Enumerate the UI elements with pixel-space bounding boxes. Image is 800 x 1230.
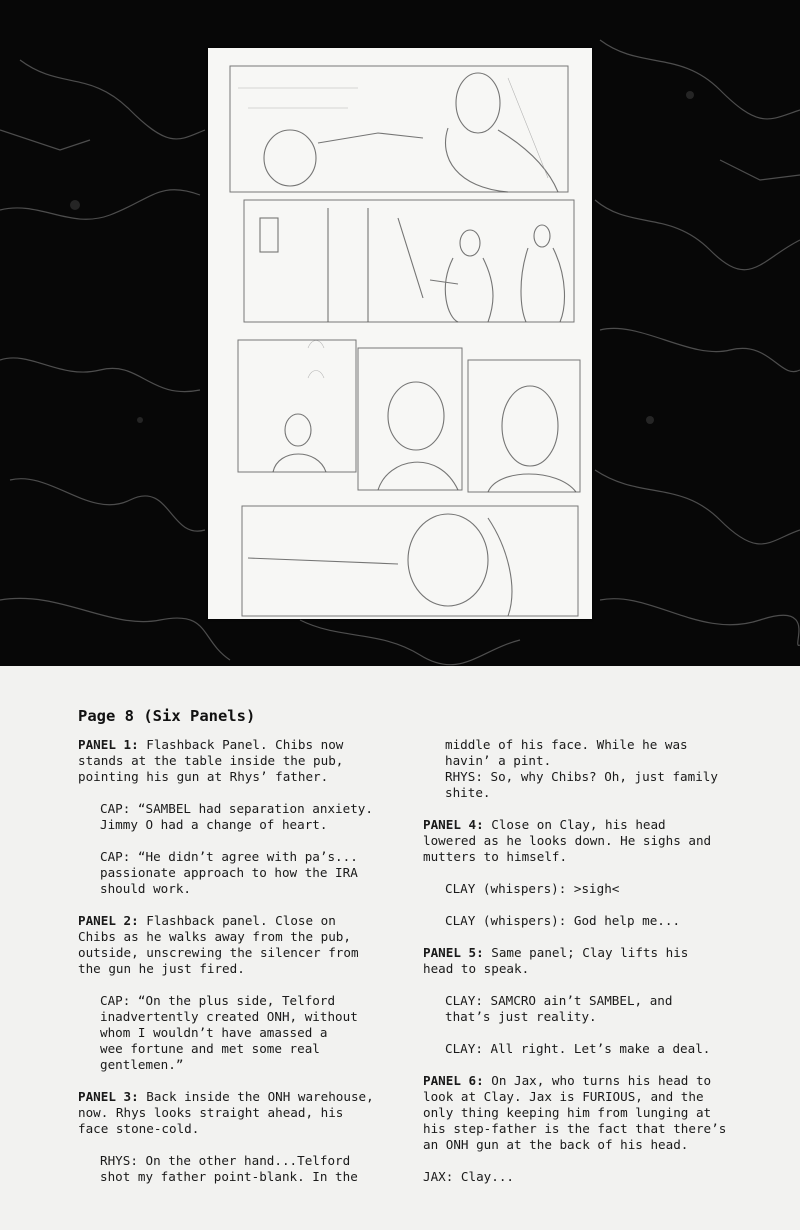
script-line: CLAY (whispers): God help me... [445, 913, 681, 928]
panel-label: PANEL 3: [78, 1089, 139, 1104]
script-line: head to speak. [423, 961, 530, 976]
panel-label: PANEL 4: [423, 817, 484, 832]
script-line: now. Rhys looks straight ahead, his [78, 1105, 344, 1120]
script-line: PANEL 4: Close on Clay, his head [423, 817, 666, 832]
script-line: an ONH gun at the back of his head. [423, 1137, 689, 1152]
panel-label: PANEL 2: [78, 913, 139, 928]
script-line: CAP: “On the plus side, Telford [100, 993, 336, 1008]
script-column-left [78, 737, 398, 1185]
script-line: inadvertently created ONH, without [100, 1009, 358, 1024]
script-line: lowered as he looks down. He sighs and [423, 833, 712, 848]
script-line: RHYS: So, why Chibs? Oh, just family [445, 769, 718, 784]
script-line: pointing his gun at Rhys’ father. [78, 769, 329, 784]
script-line: CAP: “SAMBEL had separation anxiety. [100, 801, 373, 816]
script-line: passionate approach to how the IRA [100, 865, 358, 880]
script-line: Jimmy O had a change of heart. [100, 817, 328, 832]
script-column-right [423, 737, 753, 1185]
sketch-panel-4 [358, 348, 462, 490]
script-line: stands at the table inside the pub, [78, 753, 344, 768]
script-line: that’s just reality. [445, 1009, 597, 1024]
sketch-panel-1 [230, 66, 568, 192]
script-line: PANEL 2: Flashback panel. Close on [78, 913, 336, 928]
script-line: whom I wouldn’t have amassed a [100, 1025, 328, 1040]
script-line: CAP: “He didn’t agree with pa’s... [100, 849, 358, 864]
panel-label: PANEL 5: [423, 945, 484, 960]
script-line: face stone-cold. [78, 1121, 200, 1136]
script-line: Chibs as he walks away from the pub, [78, 929, 351, 944]
panel-label: PANEL 1: [78, 737, 139, 752]
script-line: PANEL 3: Back inside the ONH warehouse, [78, 1089, 374, 1104]
script-line: PANEL 1: Flashback Panel. Chibs now [78, 737, 344, 752]
page-title: Page 8 (Six Panels) [78, 707, 256, 725]
script-line: CLAY: All right. Let’s make a deal. [445, 1041, 711, 1056]
script-line: gentlemen.” [100, 1057, 184, 1072]
script-line: PANEL 6: On Jax, who turns his head to [423, 1073, 712, 1088]
script-line: the gun he just fired. [78, 961, 245, 976]
script-line: look at Clay. Jax is FURIOUS, and the [423, 1089, 704, 1104]
script-line: shite. [445, 785, 491, 800]
panel-label: PANEL 6: [423, 1073, 484, 1088]
script-line: JAX: Clay... [423, 1169, 514, 1184]
sketch-panels [208, 48, 592, 619]
script-line: should work. [100, 881, 191, 896]
script-line: wee fortune and met some real [100, 1041, 320, 1056]
script-line: outside, unscrewing the silencer from [78, 945, 359, 960]
script-line: middle of his face. While he was [445, 737, 688, 752]
sketch-panel-6 [242, 506, 578, 616]
script-line: RHYS: On the other hand...Telford [100, 1153, 351, 1168]
pencil-sketch-page [208, 48, 592, 619]
script-line: CLAY: SAMCRO ain’t SAMBEL, and [445, 993, 673, 1008]
script-line: shot my father point-blank. In the [100, 1169, 358, 1184]
script-line: only thing keeping him from lunging at [423, 1105, 712, 1120]
script-line: mutters to himself. [423, 849, 568, 864]
script-line: havin’ a pint. [445, 753, 552, 768]
script-line: CLAY (whispers): >sigh< [445, 881, 620, 896]
script-line: his step-father is the fact that there’s [423, 1121, 727, 1136]
script-line: PANEL 5: Same panel; Clay lifts his [423, 945, 689, 960]
sketch-panel-5 [468, 360, 580, 492]
sketch-panel-3 [238, 340, 356, 472]
